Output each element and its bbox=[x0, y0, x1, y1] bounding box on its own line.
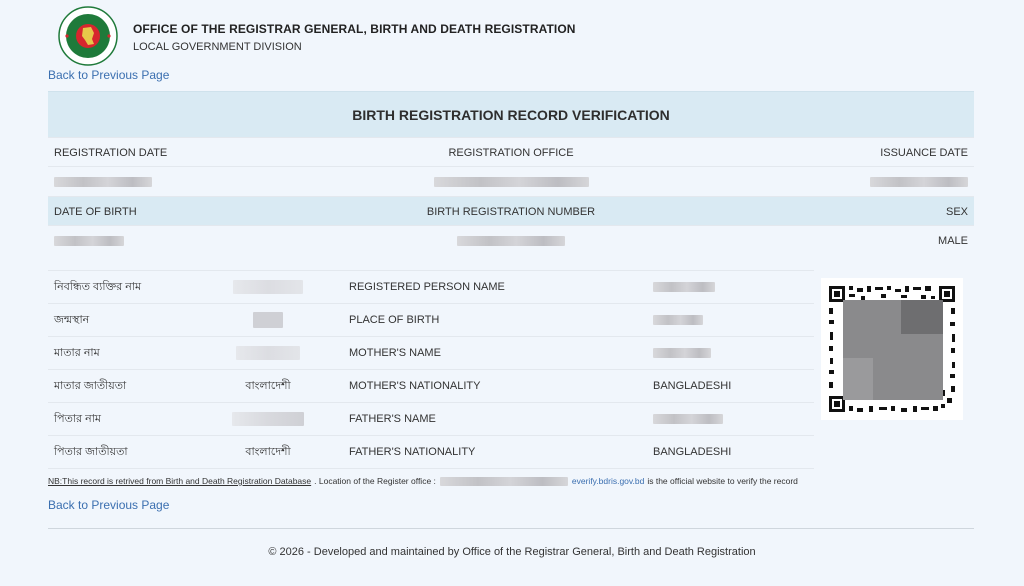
government-seal-logo bbox=[58, 6, 118, 66]
table-row bbox=[48, 369, 814, 402]
footer-divider bbox=[48, 528, 974, 529]
bn-label: জন্মস্থান bbox=[54, 313, 90, 326]
table-row bbox=[48, 303, 814, 336]
registration-header-row bbox=[48, 137, 974, 167]
registration-office-label: REGISTRATION OFFICE bbox=[448, 146, 574, 159]
redacted-value bbox=[653, 348, 711, 358]
redacted-value bbox=[653, 315, 703, 325]
birth-registration-number-redacted bbox=[457, 236, 565, 246]
table-row bbox=[48, 270, 814, 303]
qr-code bbox=[821, 278, 963, 420]
back-to-previous-page-link[interactable]: Back to Previous Page bbox=[48, 68, 170, 82]
en-label: MOTHER'S NAME bbox=[349, 347, 441, 359]
en-label: PLACE OF BIRTH bbox=[349, 314, 440, 326]
sex-value: MALE bbox=[938, 234, 968, 247]
redacted-value bbox=[653, 414, 723, 424]
en-label: FATHER'S NATIONALITY bbox=[349, 446, 476, 458]
record-note bbox=[48, 476, 798, 486]
redacted-value bbox=[232, 412, 304, 426]
birth-values-row bbox=[48, 225, 974, 255]
org-subtitle: LOCAL GOVERNMENT DIVISION bbox=[133, 40, 302, 53]
bn-label: মাতার জাতীয়তা bbox=[54, 379, 127, 392]
birth-header-row bbox=[48, 196, 974, 226]
en-value: BANGLADESHI bbox=[653, 446, 732, 458]
bn-label: নিবন্ধিত ব্যক্তির নাম bbox=[54, 280, 142, 293]
record-title: BIRTH REGISTRATION RECORD VERIFICATION bbox=[48, 91, 974, 137]
footer-text: © 2026 - Developed and maintained by Office of the Registrar General, Birth and Death Registration bbox=[268, 546, 756, 558]
bn-label: মাতার নাম bbox=[54, 346, 100, 359]
sex-label: SEX bbox=[945, 205, 968, 218]
table-row bbox=[48, 336, 814, 369]
en-label: REGISTERED PERSON NAME bbox=[349, 281, 505, 293]
birth-registration-number-label: BIRTH REGISTRATION NUMBER bbox=[426, 205, 596, 218]
issuance-date-label: ISSUANCE DATE bbox=[880, 146, 968, 159]
registration-date-label: REGISTRATION DATE bbox=[54, 146, 168, 159]
everify-website-link[interactable]: everify.bdris.gov.bd bbox=[571, 476, 645, 486]
registration-office-redacted bbox=[434, 177, 589, 187]
bn-value: বাংলাদেশী bbox=[245, 445, 291, 458]
bn-label: পিতার নাম bbox=[54, 412, 102, 425]
issuance-date-redacted bbox=[870, 177, 968, 187]
note-middle: . Location of the Register office : bbox=[314, 476, 436, 486]
table-row bbox=[48, 435, 814, 469]
bn-value: বাংলাদেশী bbox=[245, 379, 291, 392]
redacted-value bbox=[653, 282, 715, 292]
redacted-value bbox=[253, 312, 283, 328]
page-header bbox=[58, 6, 576, 66]
en-label: FATHER'S NAME bbox=[349, 413, 436, 425]
redacted-value bbox=[233, 280, 303, 294]
table-row bbox=[48, 402, 814, 435]
note-prefix: NB:This record is retrived from Birth and Death Registration Database bbox=[48, 476, 312, 486]
registration-values-row bbox=[48, 166, 974, 196]
redacted-value bbox=[236, 346, 300, 360]
person-details-table bbox=[48, 270, 814, 469]
en-value: BANGLADESHI bbox=[653, 380, 732, 392]
en-label: MOTHER'S NATIONALITY bbox=[349, 380, 481, 392]
note-suffix: is the official website to verify the record bbox=[647, 476, 798, 486]
register-office-location-redacted bbox=[440, 477, 568, 486]
date-of-birth-label: DATE OF BIRTH bbox=[54, 205, 137, 218]
org-title: OFFICE OF THE REGISTRAR GENERAL, BIRTH AND DEATH REGISTRATION bbox=[133, 21, 576, 36]
back-to-previous-page-link-bottom[interactable]: Back to Previous Page bbox=[48, 498, 170, 512]
bn-label: পিতার জাতীয়তা bbox=[54, 445, 128, 458]
